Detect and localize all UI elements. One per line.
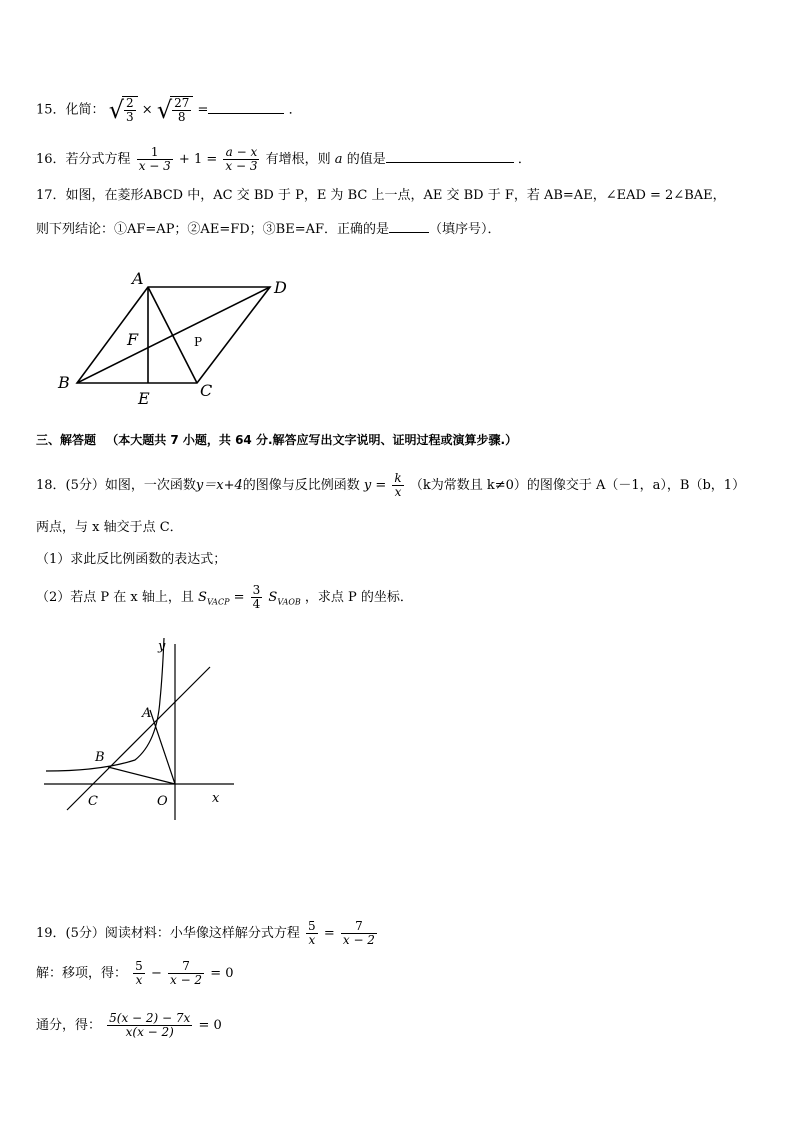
label-E: E <box>138 389 150 408</box>
question-17-line1: 17．如图，在菱形ABCD 中，AC 交 BD 于 P，E 为 BC 上一点，AE 交 BD 于 F，若 AB=AE，∠EAD = 2∠BAE， <box>36 188 726 203</box>
label-F: F <box>127 330 139 349</box>
question-18-line2: 两点，与 x 轴交于点 C． <box>36 520 183 535</box>
label-C: C <box>200 381 213 400</box>
label-B: B <box>58 373 70 392</box>
fraction-5-over-x: $\frac{5}{x}$ <box>308 919 316 947</box>
label-y: y <box>158 639 166 654</box>
q15-label: 15．化简： <box>36 102 105 118</box>
label-D: D <box>274 278 287 297</box>
question-19-step2: 通分，得： $\frac{5(x - 2) - 7x}{x(x - 2)}$ = 0 <box>36 1011 222 1039</box>
question-16: 16．若分式方程 $\frac{1}{x - 3}$ + 1 = $\frac{a - x}{x - 3}$ 有增根，则 a 的值是 ． <box>36 145 531 173</box>
fraction-3-4: $\frac{3}{4}$ <box>252 583 261 611</box>
label-x: x <box>212 791 220 806</box>
q16-label: 16．若分式方程 <box>36 152 131 167</box>
fraction-a-x: $\frac{a - x}{x - 3}$ <box>225 145 258 173</box>
fraction-7-over-x-2: $\frac{7}{x - 2}$ <box>342 919 375 947</box>
sqrt-27-8: √ $\frac{27}{8}$ <box>157 96 194 124</box>
question-19-line1: 19．(5分）阅读材料：小华像这样解分式方程 $\frac{5}{x}$ = $\frac{7}{x - 2}$ <box>36 919 375 947</box>
question-18-sub1: （1）求此反比例函数的表达式； <box>36 552 227 567</box>
label-B: B <box>95 750 105 765</box>
sqrt-2-3: √ $\frac{2}{3}$ <box>109 96 138 124</box>
answer-blank-17[interactable] <box>389 218 429 233</box>
question-17-line2: 则下列结论：①AF=AP；②AE=FD；③BE=AF．正确的是 （填序号）． <box>36 218 501 240</box>
question-15: 15．化简： √ $\frac{2}{3}$ × √ $\frac{27}{8}$ = ． <box>36 96 302 124</box>
section-3-header: 三、解答题 （本大题共 7 小题，共 64 分.解答应写出文字说明、证明过程或演算步骤.） <box>36 433 518 447</box>
label-A: A <box>132 269 144 288</box>
fraction-1-over-x-3: $\frac{1}{x - 3}$ <box>138 145 171 173</box>
label-P: P <box>194 335 203 349</box>
question-18-line1: 18．(5分）如图，一次函数y＝x+4的图像与反比例函数 y = $\frac{k}{x}$ （k为常数且 k≠0）的图像交于 A（－1，a），B（b，1） <box>36 471 746 499</box>
answer-blank-15[interactable] <box>208 99 284 114</box>
fraction-k-over-x: $\frac{k}{x}$ <box>394 471 402 499</box>
question-19-step1: 解：移项，得： $\frac{5}{x}$ − $\frac{7}{x - 2}$ = 0 <box>36 959 234 987</box>
label-A: A <box>142 706 152 721</box>
label-C: C <box>88 794 98 809</box>
question-18-sub2: （2）若点 P 在 x 轴上，且 $S_{VACP}$ = $\frac{3}{4}$ $S_{VAOB}$ ，求点 P 的坐标． <box>36 583 413 611</box>
rhombus-figure <box>50 268 310 418</box>
label-O: O <box>157 794 168 809</box>
answer-blank-16[interactable] <box>386 148 514 163</box>
function-graph-figure <box>40 630 260 830</box>
